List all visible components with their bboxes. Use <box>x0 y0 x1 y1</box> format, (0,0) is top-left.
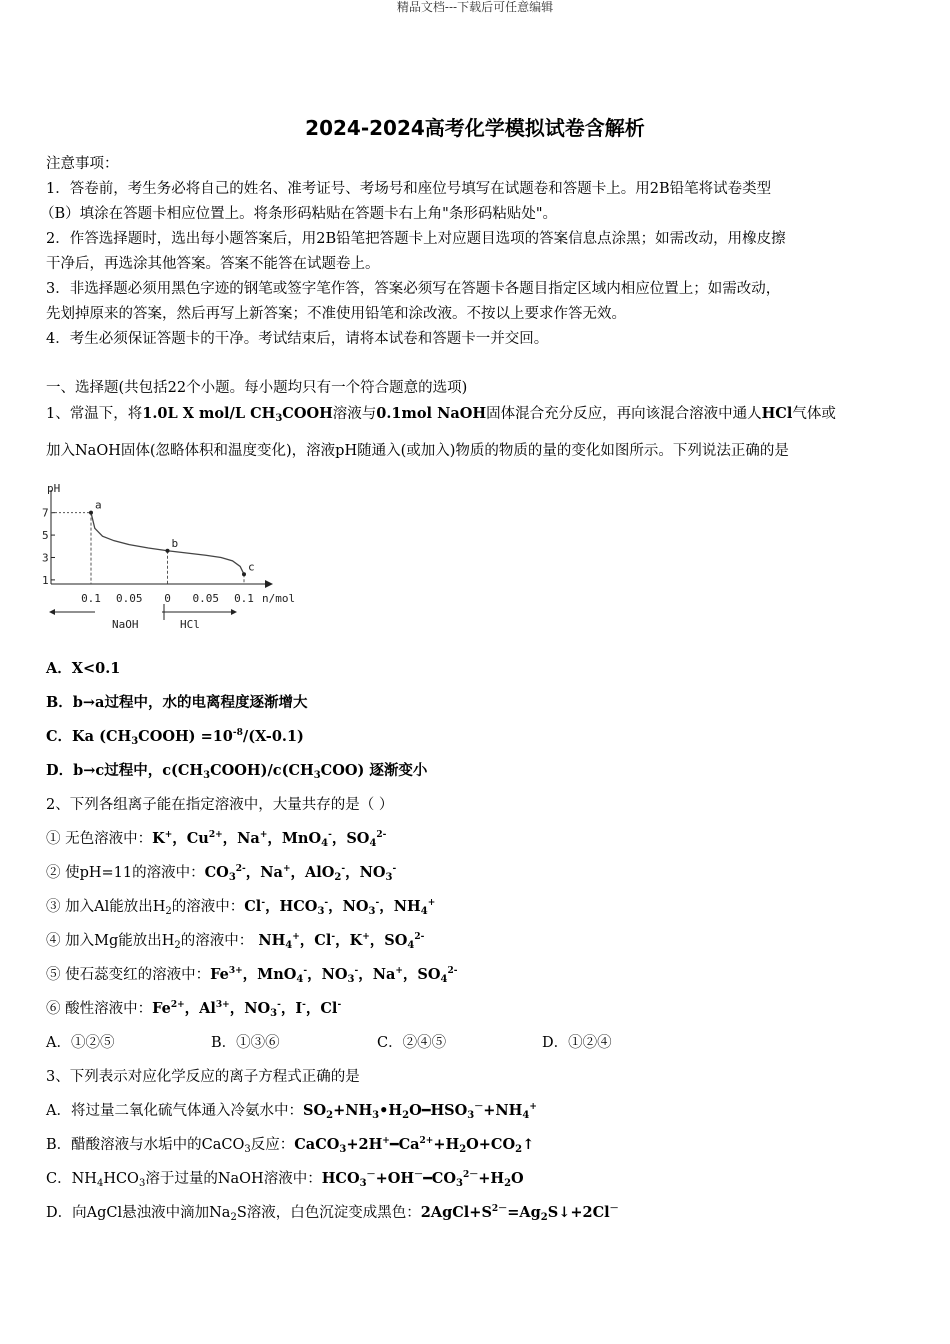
q1-option-a[interactable]: A．X<0.1 <box>46 660 121 677</box>
notice-line: 2．作答选择题时，选出每小题答案后，用2B铅笔把答题卡上对应题目选项的答案信息点涂黑；如需改动，用橡皮擦 <box>46 231 786 247</box>
point-a <box>89 511 93 515</box>
q2-item-2: ② 使pH=11的溶液中：$CO_3^{2-}$，Na+，AlO$_2$-，$NO_3^-$ <box>46 864 397 883</box>
q1-stem-line1: 1、常温下，将1.0L X mol/L $CH_3COOH$溶液与0.1mol NaOH固体混合充分反应，再向该混合溶液中通人HCl气体或 <box>46 405 836 424</box>
x-tick-label: 0.1 <box>234 592 254 605</box>
q3-stem: 3、下列表示对应化学反应的离子方程式正确的是 <box>46 1069 360 1085</box>
q3-option-d[interactable]: D．向AgCl悬浊液中滴加$Na_2S$溶液，白色沉淀变成黑色：$2AgCl+S^{2-}=Ag_2S↓+2Cl^-$ <box>46 1204 619 1223</box>
y-tick-label: 7 <box>42 506 49 520</box>
q3-option-c[interactable]: C．$NH_4HCO_3$溶于过量的NaOH溶液中：$HCO_3^-+OH^-━CO_3^{2-}+H_2O$ <box>46 1170 524 1189</box>
x-ticks <box>81 592 254 605</box>
section-heading: 一、选择题(共包括22个小题。每小题均只有一个符合题意的选项) <box>46 380 468 396</box>
y-tick-label: 3 <box>42 551 49 565</box>
q3-option-b[interactable]: B．醋酸溶液与水垢中的CaCO$_3$反应：$CaCO_3+2H^+━Ca^{2+}+H_2O+CO_2↑$ <box>46 1136 535 1155</box>
point-label-c: c <box>248 560 255 574</box>
x-axis-label: n/mol <box>262 592 296 605</box>
header-note: 精品文档---下载后可任意编辑 <box>396 0 554 14</box>
notice-line: 3．非选择题必须用黑色字迹的钢笔或签字笔作答，答案必须写在答题卡各题目指定区域内相应位置上；如需改动， <box>46 281 781 297</box>
point-b <box>166 549 170 553</box>
q1-option-b[interactable]: B．b→a过程中，水的电离程度逐渐增大 <box>46 694 308 711</box>
q2-item-4: ④ 加入Mg能放出$H_2$的溶液中： $NH_4^+$，Cl-，K+，$SO_4^{2-}$ <box>46 932 425 951</box>
curve-points <box>89 499 255 577</box>
naoh-label: NaOH <box>112 618 139 631</box>
y-tick-label: 1 <box>42 573 49 587</box>
q2-item-5: ⑤ 使石蕊变红的溶液中：$Fe^{3+}$，MnO$_4$-，$NO_3^-$，Na+，$SO_4^{2-}$ <box>46 966 458 985</box>
q2-option-d[interactable]: D．①②④ <box>542 1035 612 1051</box>
point-c <box>242 572 246 576</box>
ph-curve <box>91 513 244 575</box>
x-tick-label: 0.05 <box>192 592 219 605</box>
x-tick-label: 0.05 <box>116 592 143 605</box>
q2-item-6: ⑥ 酸性溶液中：$Fe^{2+}$，$Al^{3+}$，$NO_3^-$，I-，Cl- <box>46 1000 342 1019</box>
q2-option-b[interactable]: B．①③⑥ <box>211 1035 280 1051</box>
q1-stem-line2: 加入NaOH固体(忽略体积和温度变化)，溶液pH随通入(或加入)物质的物质的量的变化如图所示。下列说法正确的是 <box>46 443 789 459</box>
q2-item-3: ③ 加入Al能放出$H_2$的溶液中：Cl-，$HCO_3^-$，$NO_3^-$，$NH_4^+$ <box>46 898 436 917</box>
hcl-label: HCl <box>180 618 200 631</box>
hcl-arrow-head <box>231 609 237 615</box>
q2-stem: 2、下列各组离子能在指定溶液中，大量共存的是（ ） <box>46 797 394 813</box>
q2-option-a[interactable]: A．①②⑤ <box>46 1035 115 1051</box>
x-tick-label: 0.1 <box>81 592 101 605</box>
q1-option-c[interactable]: C．Ka $(CH_3COOH) =10^{-8}/(X-0.1)$ <box>46 728 304 747</box>
notice-heading: 注意事项： <box>46 156 119 172</box>
y-ticks <box>42 507 55 587</box>
notice-line: 先划掉原来的答案，然后再写上新答案；不准使用铅笔和涂改液。不按以上要求作答无效。 <box>46 306 626 322</box>
naoh-arrow-head <box>49 609 55 615</box>
notice-line: 1．答卷前，考生务必将自己的姓名、准考证号、考场号和座位号填写在试题卷和答题卡上。用2B铅笔将试卷类型 <box>46 181 772 197</box>
point-label-b: b <box>171 536 179 550</box>
notice-line: （B）填涂在答题卡相应位置上。将条形码粘贴在答题卡右上角"条形码粘贴处"。 <box>40 206 557 222</box>
notice-line: 4．考生必须保证答题卡的干净。考试结束后，请将本试卷和答题卡一并交回。 <box>46 331 549 347</box>
q2-option-c[interactable]: C．②④⑤ <box>377 1035 447 1051</box>
q3-option-a[interactable]: A．将过量二氧化硫气体通入冷氨水中：$SO_2+NH_3•H_2O━HSO_3^-+NH_4^+$ <box>46 1102 537 1121</box>
x-tick-label: 0 <box>164 592 171 605</box>
notice-line: 干净后，再选涂其他答案。答案不能答在试题卷上。 <box>46 256 380 272</box>
page-title: 2024-2024高考化学模拟试卷含解析 <box>305 116 645 140</box>
ph-chart <box>40 476 310 636</box>
q2-item-1: ① 无色溶液中：K+，$Cu^{2+}$，Na+，MnO$_4$-，$SO_4^{2-}$ <box>46 830 387 849</box>
y-tick-label: 5 <box>42 529 49 543</box>
y-axis-label: pH <box>47 482 61 495</box>
x-axis-arrow <box>265 580 273 588</box>
point-label-a: a <box>95 498 102 512</box>
q1-option-d[interactable]: D．b→c过程中，$c(CH_3COOH)/c(CH_3COO)$ 逐渐变小 <box>46 762 428 781</box>
